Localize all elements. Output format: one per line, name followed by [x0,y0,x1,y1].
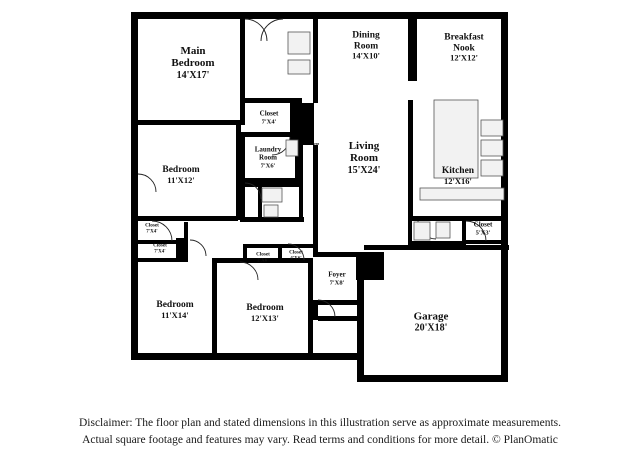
room-name-2: Bedroom [171,57,215,70]
room-dims: 7'X6' [260,162,276,170]
fireplace-label: FP [312,143,320,149]
disclaimer [0,415,640,448]
room-name: Closet [145,222,159,229]
room-name: Bedroom [162,164,200,175]
room-name: Closet [256,251,270,258]
room-name: Living [348,140,380,153]
room-name-2: Room [353,41,379,52]
room-dims: 12'X16' [444,175,472,186]
interior-walls [138,19,509,356]
room-dims: 14'X10' [352,50,380,61]
room-name: Closet [473,220,493,229]
room-dims: 12'X12' [450,52,478,63]
room-name: Foyer [328,270,346,279]
room-dims: 20'X18' [414,322,448,334]
room-dims: 11'X14' [161,309,189,320]
disclaimer-line-2: Actual square footage and features may vary. Read terms and conditions for more detail. © PlanOmatic [82,433,558,446]
room-name-2: Room [259,153,277,162]
room-name: Breakfast [444,32,484,43]
room-dims: 2'X6' [257,258,269,264]
room-name-2: Room [349,152,379,165]
room-name-2: Nook [453,43,475,54]
room-name: Laundry [254,145,282,154]
room-name: Closet [153,242,167,249]
room-dims: 7'X8' [329,279,345,287]
room-dims: 7'X4' [261,118,277,126]
room-dims: 11'X12' [167,174,195,185]
room-dims: 12'X13' [251,312,279,323]
room-name: Garage [413,310,449,323]
room-dims: 14'X17' [176,69,210,81]
room-dims: 4'X6' [290,256,302,262]
room-name: Dining [352,30,380,41]
room-name: Closet [289,249,303,256]
room-dims: 15'X24' [347,164,381,176]
room-name: Bedroom [246,302,284,313]
room-dims: 5'X3' [475,229,491,237]
disclaimer-line-1: Disclaimer: The floor plan and stated dimensions in this illustration serve as approximate measurements. [78,417,562,429]
room-name: Main [180,45,206,58]
room-name: Bedroom [156,299,194,310]
room-name: Kitchen [441,165,475,176]
room-dims: 7'X4' [146,229,158,235]
room-name: Closet [259,109,279,118]
room-dims: 7'X4' [154,249,166,255]
